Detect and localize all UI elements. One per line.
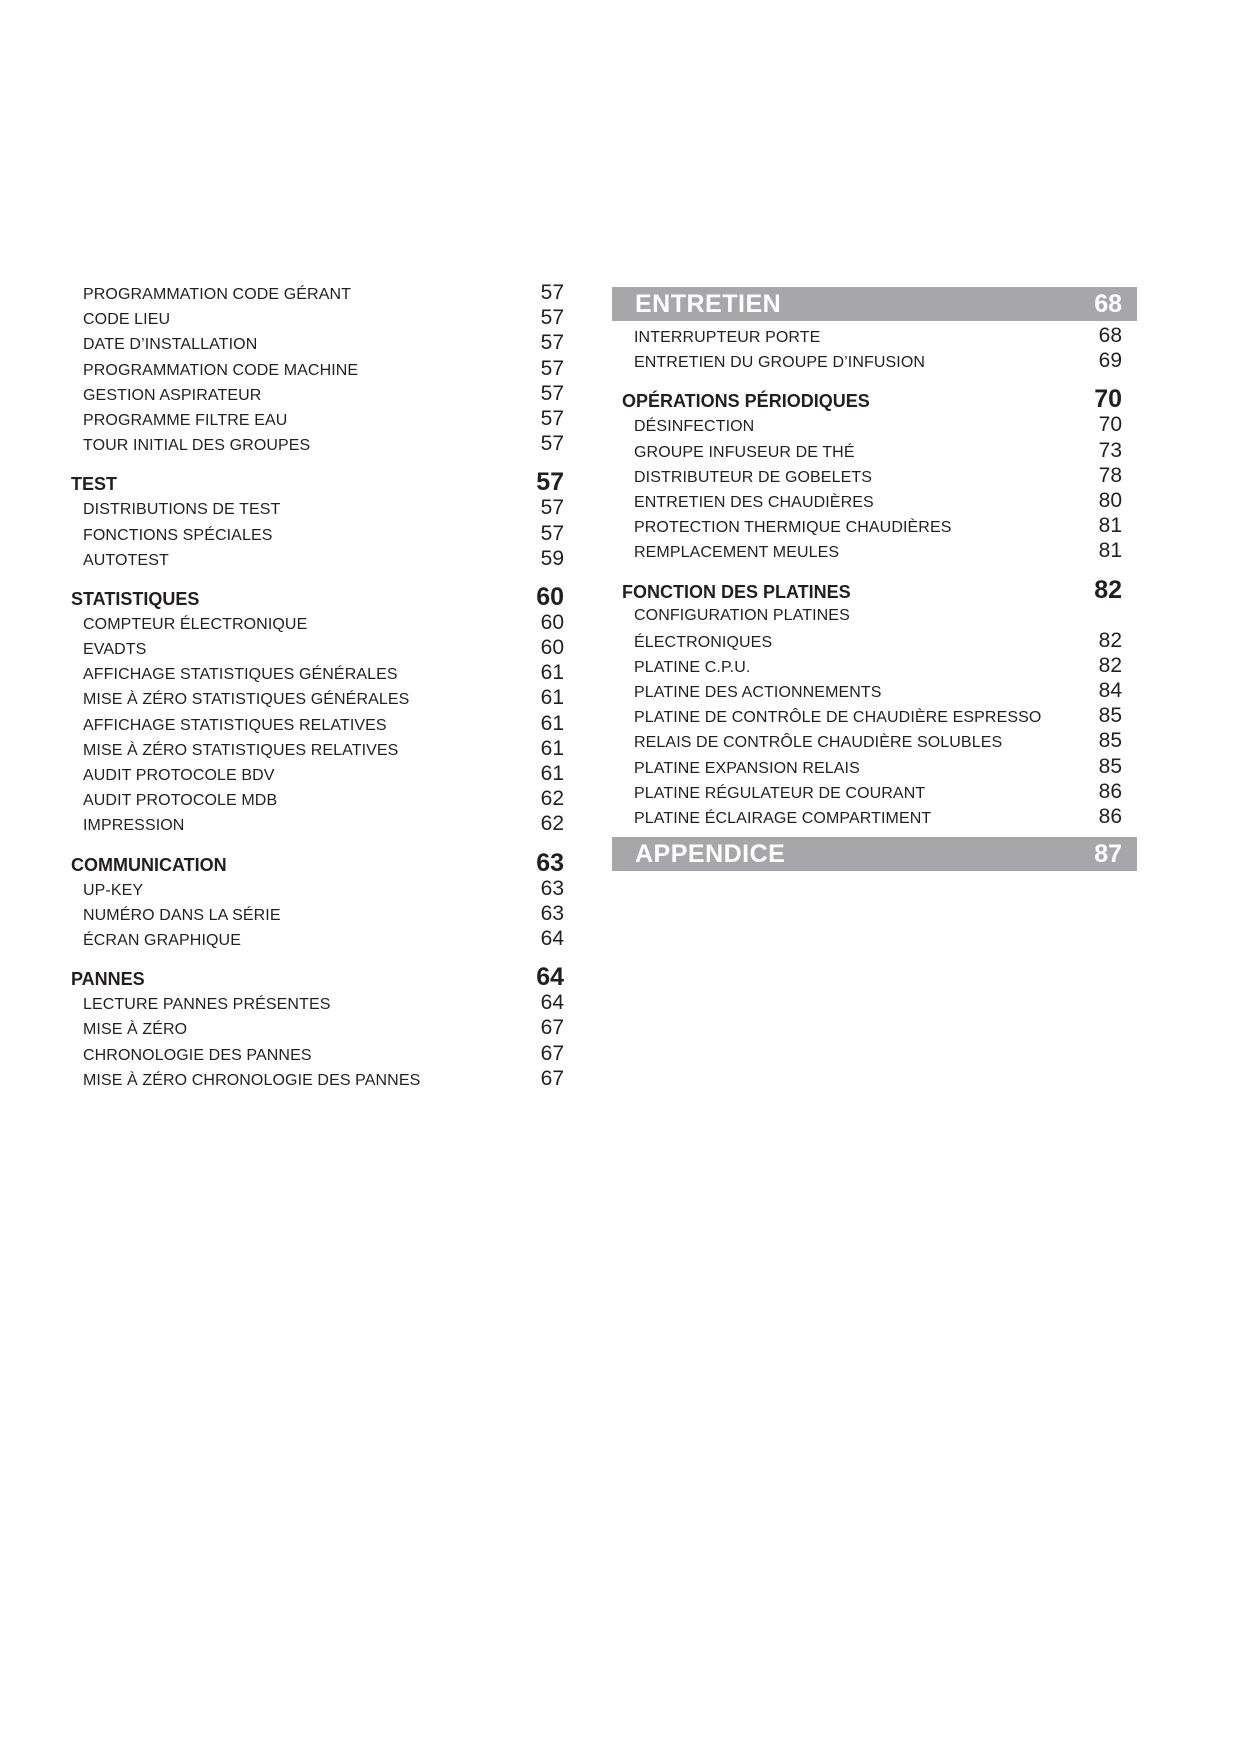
toc-entry[interactable] <box>71 521 564 546</box>
chapter-page: 68 <box>1094 289 1122 318</box>
toc-entry[interactable] <box>71 811 564 836</box>
entry-page: 57 <box>540 356 564 380</box>
toc-entry[interactable] <box>612 323 1137 348</box>
toc-entry-configuration-cont[interactable] <box>612 628 1137 653</box>
toc-entry[interactable] <box>71 660 564 685</box>
entry-page: 57 <box>540 281 564 304</box>
entry-label: GROUPE INFUSEUR DE THÉ <box>634 443 855 461</box>
toc-entry[interactable] <box>71 926 564 951</box>
toc-entry[interactable] <box>612 463 1137 488</box>
entry-page: 84 <box>1098 679 1122 703</box>
entry-page: 63 <box>540 901 564 925</box>
toc-entry[interactable] <box>612 538 1137 563</box>
entry-label: DISTRIBUTEUR DE GOBELETS <box>634 468 872 486</box>
entry-label: ENTRETIEN DES CHAUDIÈRES <box>634 493 874 511</box>
entry-page: 57 <box>540 521 564 545</box>
entry-label: MISE À ZÉRO STATISTIQUES GÉNÉRALES <box>83 691 410 709</box>
entry-page: 81 <box>1098 514 1122 538</box>
entry-page: 57 <box>540 306 564 330</box>
entry-page: 62 <box>540 812 564 836</box>
entry-label: DISTRIBUTIONS DE TEST <box>83 501 281 519</box>
entry-page: 61 <box>540 661 564 685</box>
entry-label: PLATINE DES ACTIONNEMENTS <box>634 684 882 702</box>
entry-page: 57 <box>540 406 564 430</box>
toc-entry[interactable] <box>612 488 1137 513</box>
toc-entry[interactable] <box>612 678 1137 703</box>
entry-label: MISE À ZÉRO CHRONOLOGIE DES PANNES <box>83 1071 421 1089</box>
entry-page: 67 <box>540 1041 564 1065</box>
section-heading-statistiques[interactable] <box>71 584 564 610</box>
section-page: 57 <box>536 468 564 497</box>
toc-entry[interactable] <box>612 653 1137 678</box>
entry-label: UP-KEY <box>83 881 144 899</box>
entry-page: 86 <box>1098 805 1122 828</box>
entry-page: 85 <box>1098 754 1122 778</box>
toc-entry[interactable] <box>612 728 1137 753</box>
entry-label: ENTRETIEN DU GROUPE D’INFUSION <box>634 354 926 372</box>
section-page: 70 <box>1094 385 1122 414</box>
section-page: 82 <box>1094 575 1122 604</box>
entry-page: 60 <box>540 610 564 634</box>
entry-page: 81 <box>1098 539 1122 563</box>
entry-label: CODE LIEU <box>83 311 171 329</box>
entry-page: 86 <box>1098 779 1122 803</box>
entry-page: 82 <box>1098 653 1122 677</box>
toc-entry[interactable] <box>71 901 564 926</box>
toc-entry[interactable] <box>71 305 564 330</box>
toc-entry[interactable] <box>612 804 1137 829</box>
section-heading-operations[interactable] <box>612 386 1137 412</box>
toc-entry[interactable] <box>71 1015 564 1040</box>
toc-entry[interactable] <box>71 610 564 635</box>
entry-label: ÉCRAN GRAPHIQUE <box>83 931 241 949</box>
toc-entry[interactable] <box>612 513 1137 538</box>
entry-label: AFFICHAGE STATISTIQUES GÉNÉRALES <box>83 666 398 684</box>
entry-label: NUMÉRO DANS LA SÉRIE <box>83 906 281 924</box>
entry-page: 59 <box>540 546 564 570</box>
entry-label: PLATINE ÉCLAIRAGE COMPARTIMENT <box>634 810 932 827</box>
entry-page: 78 <box>1098 463 1122 487</box>
toc-entry[interactable] <box>71 685 564 710</box>
toc-entry[interactable] <box>71 431 564 456</box>
toc-entry[interactable] <box>71 711 564 736</box>
entry-page: 64 <box>540 926 564 950</box>
entry-page: 69 <box>1098 349 1122 373</box>
chapter-title: APPENDICE <box>635 839 786 868</box>
entry-page: 60 <box>540 636 564 660</box>
entry-label: TOUR INITIAL DES GROUPES <box>83 437 311 455</box>
chapter-band-appendice[interactable] <box>612 837 1137 871</box>
entry-label: DATE D’INSTALLATION <box>83 336 258 354</box>
section-page: 64 <box>536 963 564 992</box>
entry-page: 57 <box>540 331 564 355</box>
chapter-title: ENTRETIEN <box>635 289 782 318</box>
section-title: TEST <box>71 474 118 495</box>
toc-entry[interactable] <box>71 786 564 811</box>
entry-page: 70 <box>1098 413 1122 437</box>
entry-label: AUDIT PROTOCOLE BDV <box>83 767 275 784</box>
toc-entry[interactable] <box>71 406 564 431</box>
toc-entry[interactable] <box>71 990 564 1015</box>
entry-page: 64 <box>540 991 564 1015</box>
entry-label: DÉSINFECTION <box>634 418 755 436</box>
toc-entry[interactable] <box>71 1041 564 1066</box>
entry-page: 82 <box>1098 628 1122 652</box>
toc-entry[interactable] <box>612 779 1137 804</box>
entry-label: MISE À ZÉRO STATISTIQUES RELATIVES <box>83 741 399 759</box>
chapter-page: 87 <box>1094 839 1122 868</box>
toc-entry[interactable] <box>71 495 564 520</box>
entry-page: 68 <box>1098 324 1122 347</box>
toc-entry[interactable] <box>71 1066 564 1091</box>
entry-label: AUDIT PROTOCOLE MDB <box>83 792 278 810</box>
toc-entry[interactable] <box>71 876 564 901</box>
entry-label: PLATINE DE CONTRÔLE DE CHAUDIÈRE ESPRESSO <box>634 709 1042 727</box>
entry-label: REMPLACEMENT MEULES <box>634 544 840 562</box>
entry-label: PROGRAMMATION CODE MACHINE <box>83 361 359 379</box>
toc-entry[interactable] <box>612 348 1137 373</box>
entry-page: 80 <box>1098 488 1122 512</box>
entry-label: PLATINE RÉGULATEUR DE COURANT <box>634 784 926 802</box>
toc-entry[interactable] <box>71 280 564 305</box>
entry-label: CONFIGURATION PLATINES <box>634 606 850 624</box>
section-page: 63 <box>536 848 564 877</box>
entry-label: INTERRUPTEUR PORTE <box>634 329 821 346</box>
toc-entry[interactable] <box>71 736 564 761</box>
entry-label: AUTOTEST <box>83 551 169 569</box>
section-heading-platines[interactable] <box>612 577 1137 603</box>
entry-page: 62 <box>540 787 564 811</box>
entry-page: 85 <box>1098 729 1122 753</box>
toc-entry[interactable] <box>612 412 1137 437</box>
entry-page: 61 <box>540 711 564 735</box>
entry-label: ÉLECTRONIQUES <box>634 633 773 651</box>
section-title: FONCTION DES PLATINES <box>622 581 851 602</box>
section-title: COMMUNICATION <box>71 854 227 875</box>
toc-left-column <box>71 280 564 1091</box>
entry-page: 61 <box>540 736 564 760</box>
toc-entry[interactable] <box>71 381 564 406</box>
entry-label: COMPTEUR ÉLECTRONIQUE <box>83 615 308 633</box>
entry-page: 57 <box>540 381 564 405</box>
entry-page: 57 <box>540 496 564 520</box>
entry-page: 73 <box>1098 438 1122 462</box>
entry-page: 61 <box>540 686 564 710</box>
entry-label: AFFICHAGE STATISTIQUES RELATIVES <box>83 716 387 734</box>
toc-entry[interactable] <box>71 635 564 660</box>
entry-label: LECTURE PANNES PRÉSENTES <box>83 996 331 1014</box>
entry-page: 63 <box>540 876 564 900</box>
entry-label: CHRONOLOGIE DES PANNES <box>83 1046 312 1064</box>
toc-entry[interactable] <box>71 546 564 571</box>
entry-label: PROGRAMMATION CODE GÉRANT <box>83 286 351 303</box>
entry-label: IMPRESSION <box>83 817 185 835</box>
entry-page: 85 <box>1098 704 1122 728</box>
section-page: 60 <box>536 582 564 611</box>
toc-entry[interactable] <box>612 754 1137 779</box>
entry-page: 67 <box>540 1066 564 1090</box>
entry-label: PROTECTION THERMIQUE CHAUDIÈRES <box>634 519 952 537</box>
section-title: PANNES <box>71 969 145 990</box>
entry-page: 61 <box>540 762 564 785</box>
entry-label: GESTION ASPIRATEUR <box>83 386 262 404</box>
toc-entry-configuration[interactable] <box>612 603 1137 628</box>
entry-page: 57 <box>540 432 564 456</box>
toc-entry[interactable] <box>71 761 564 786</box>
toc-right-column <box>612 287 1137 871</box>
entry-label: PROGRAMME FILTRE EAU <box>83 411 288 429</box>
entry-label: PLATINE EXPANSION RELAIS <box>634 759 860 777</box>
entry-label: FONCTIONS SPÉCIALES <box>83 526 273 544</box>
section-title: STATISTIQUES <box>71 588 200 609</box>
toc-entry[interactable] <box>612 438 1137 463</box>
chapter-band-entretien[interactable] <box>612 287 1137 321</box>
section-title: OPÉRATIONS PÉRIODIQUES <box>622 391 870 412</box>
section-heading-pannes[interactable] <box>71 964 564 990</box>
entry-label: EVADTS <box>83 641 147 659</box>
toc-entry[interactable] <box>71 356 564 381</box>
entry-label: RELAIS DE CONTRÔLE CHAUDIÈRE SOLUBLES <box>634 734 1003 752</box>
section-heading-test[interactable] <box>71 469 564 495</box>
toc-entry[interactable] <box>71 330 564 355</box>
entry-page: 67 <box>540 1016 564 1040</box>
toc-entry[interactable] <box>612 703 1137 728</box>
entry-label: MISE À ZÉRO <box>83 1021 188 1039</box>
entry-label: PLATINE C.P.U. <box>634 658 751 676</box>
section-heading-communication[interactable] <box>71 850 564 876</box>
